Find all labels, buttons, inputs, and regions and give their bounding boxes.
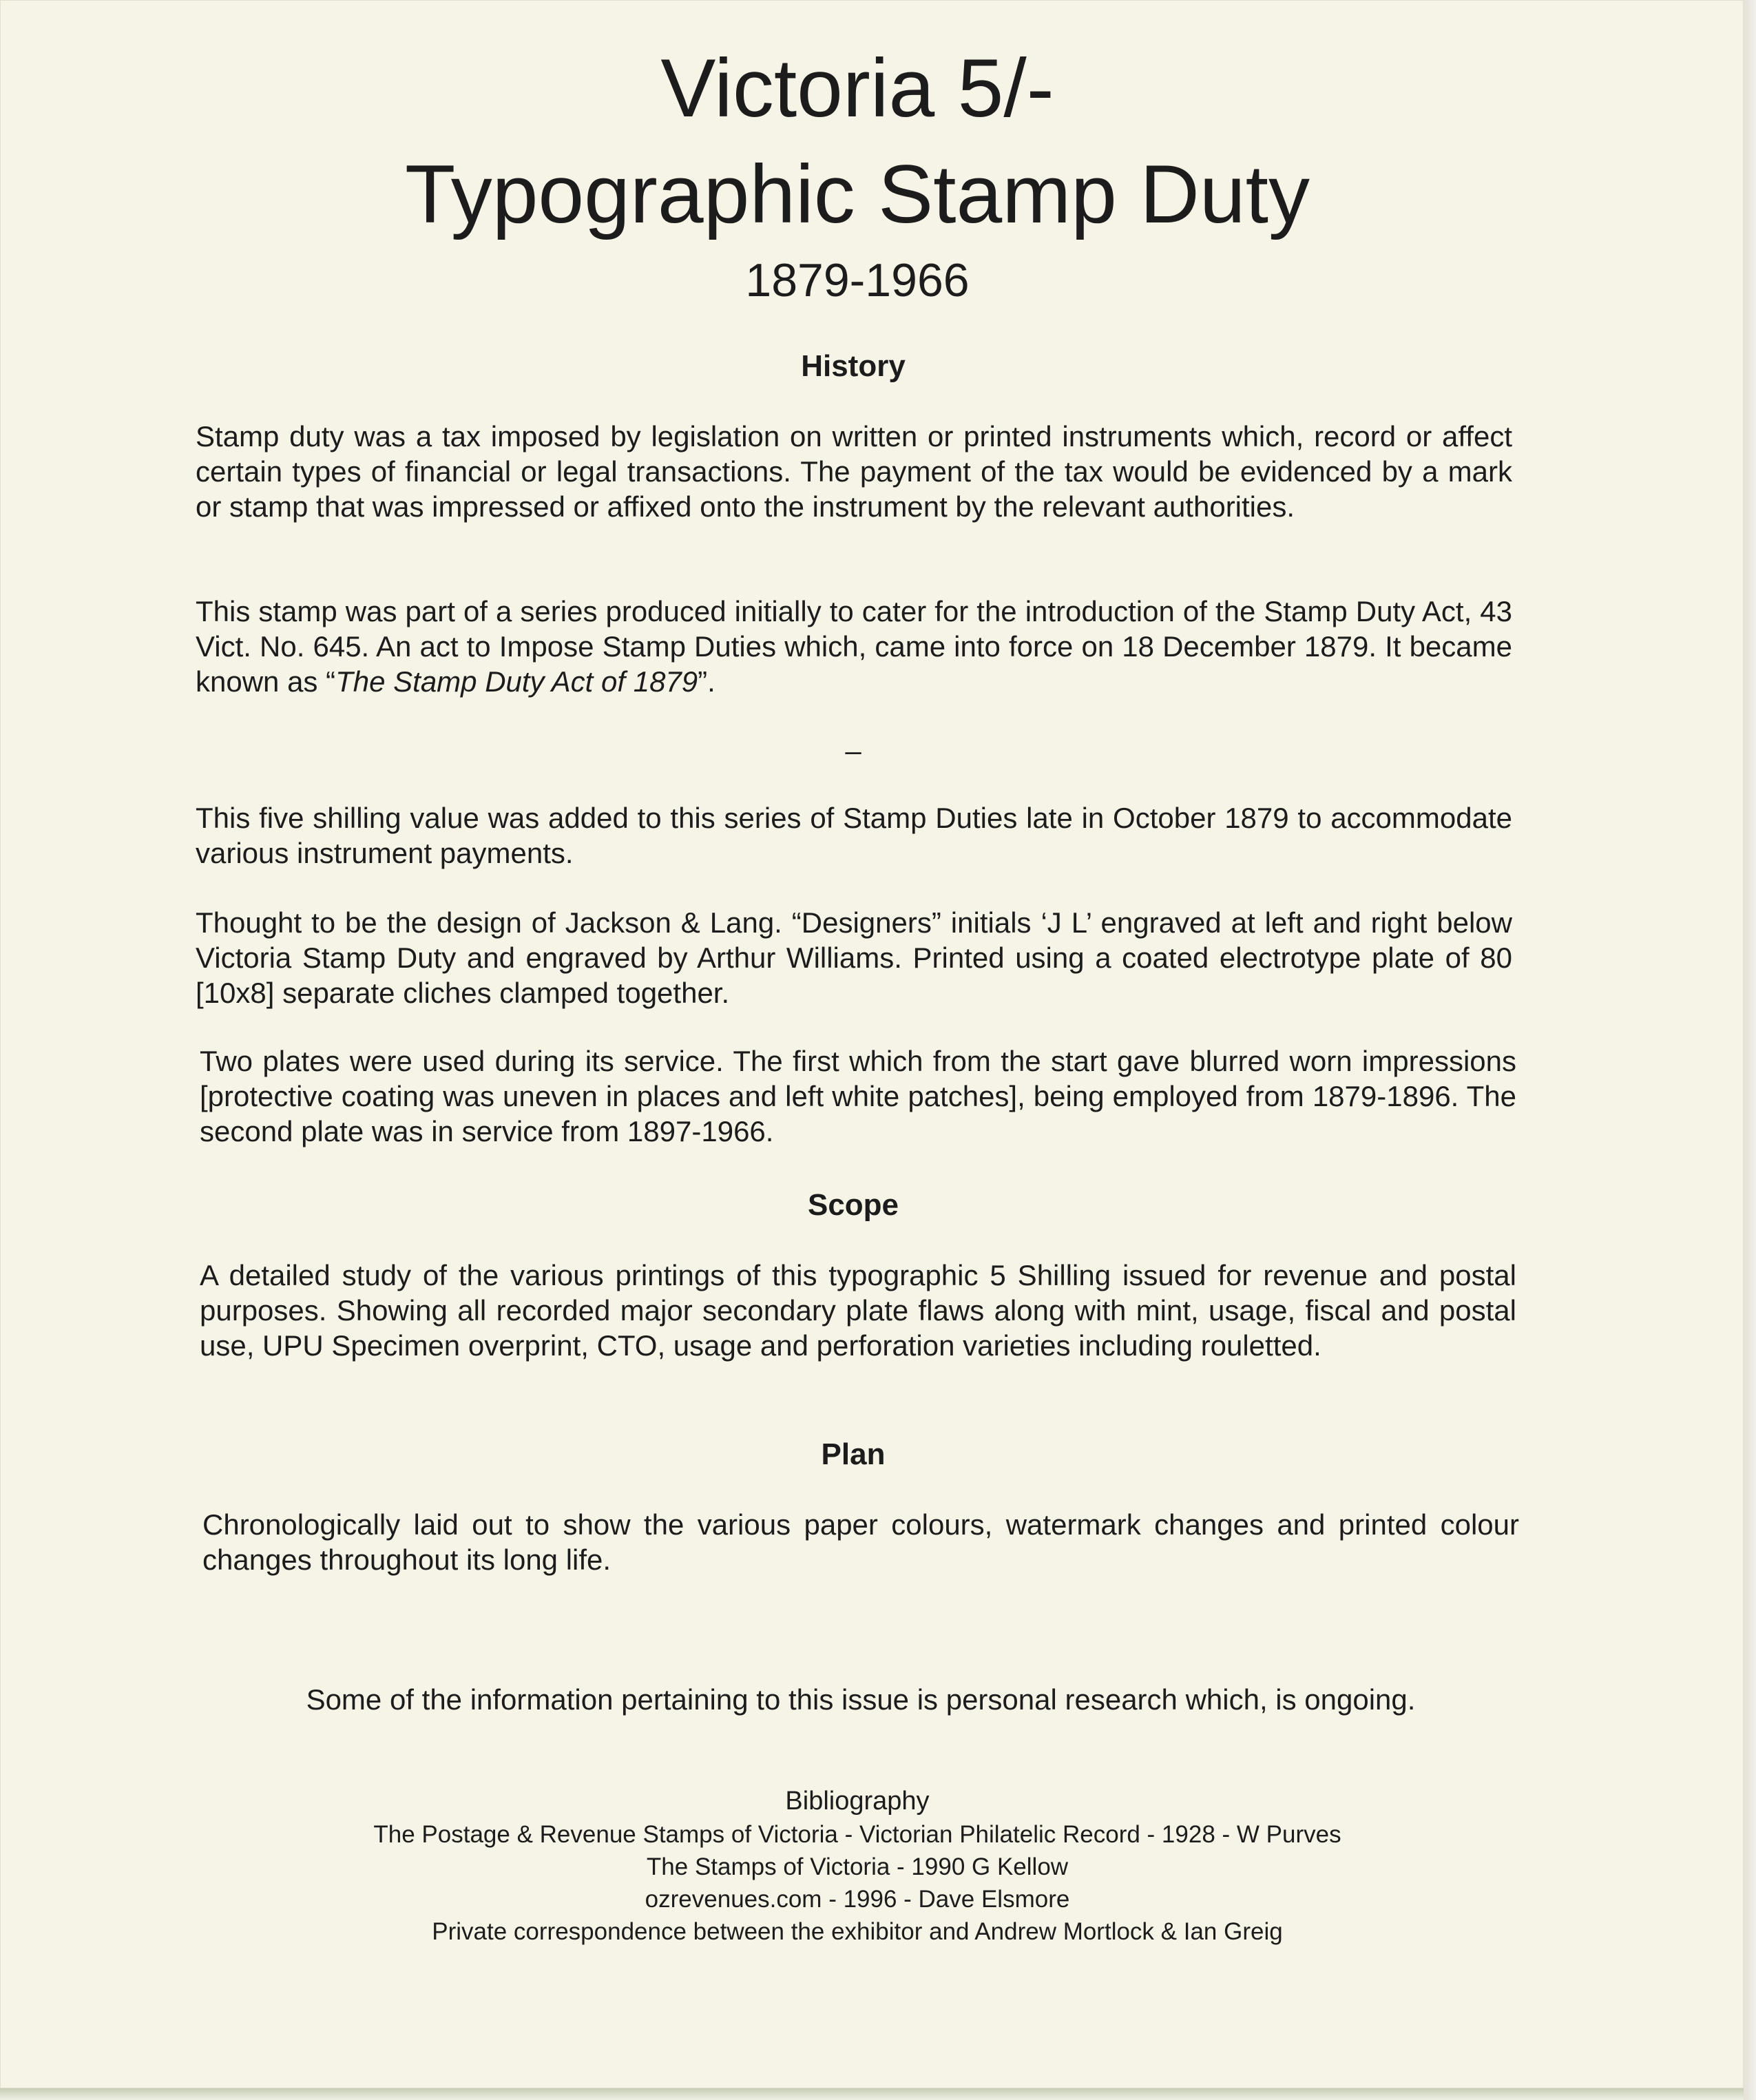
act-title: The Stamp Duty Act of 1879 [335, 665, 698, 698]
page-edge-right [1744, 0, 1756, 2100]
page-dates: 1879-1966 [745, 254, 970, 306]
bibliography [0, 1784, 1715, 1948]
history-paragraph-5: Two plates were used during its service. The first which from the start gave blurred worn impressions [protective coating was uneven in places and left white patches], being employed from 1879-1896. The second plate was in service from 1897-1966. [200, 1045, 1516, 1147]
history-paragraph-3: This five shilling value was added to this series of Stamp Duties late in October 1879 to accommodate various instrument payments. [196, 802, 1512, 869]
research-note: Some of the information pertaining to this issue is personal research which, is ongoing. [306, 1683, 1416, 1716]
history-paragraph-4: Thought to be the design of Jackson & Lang. “Designers” initials ‘J L’ engraved at left and right below Victoria Stamp Duty and engraved by Arthur Williams. Printed using a coated electrotype plate of 80 [10x8] separate cliches clamped together. [196, 906, 1512, 1009]
page-edge-bottom [0, 2088, 1744, 2100]
page-title-line-1: Victoria 5/- [660, 42, 1054, 134]
bibliography-item: Private correspondence between the exhibitor and Andrew Mortlock & Ian Greig [432, 1918, 1283, 1945]
plan-paragraph: Chronologically laid out to show the various paper colours, watermark changes and printed colour changes throughout its long life. [202, 1508, 1519, 1576]
bibliography-item: The Postage & Revenue Stamps of Victoria - Victorian Philatelic Record - 1928 - W Purves [373, 1821, 1341, 1848]
bibliography-heading: Bibliography [785, 1787, 930, 1816]
bibliography-item: The Stamps of Victoria - 1990 G Kellow [646, 1853, 1069, 1880]
history-paragraph-2-end: ”. [698, 665, 715, 698]
bibliography-item: ozrevenues.com - 1996 - Dave Elsmore [645, 1886, 1070, 1913]
history-paragraph-2-text: This stamp was part of a series produced initially to cater for the introduction of the Stamp Duty Act, 43 Vict. No. 645. An act to Impose Stamp Duties which, came into force on 18 December 1879. It became known as “ [196, 595, 1512, 698]
scope-paragraph: A detailed study of the various printings of this typographic 5 Shilling issued for revenue and postal purposes. Showing all recorded major secondary plate flaws along with mint, usage, fiscal and postal use, UPU Specimen overprint, CTO, usage and perforation varieties including rouletted. [200, 1259, 1516, 1362]
page-title-line-2: Typographic Stamp Duty [405, 148, 1310, 240]
history-paragraph-1: Stamp duty was a tax imposed by legislation on written or printed instruments which, record or affect certain types of financial or legal transactions. The payment of the tax would be evidenced by a mark or stamp that was impressed or affixed onto the instrument by the relevant authorities. [196, 420, 1512, 523]
history-heading: History [801, 349, 906, 383]
history-paragraph-2 [196, 594, 1512, 699]
section-divider: – [845, 734, 861, 767]
scope-heading: Scope [807, 1188, 899, 1222]
plan-heading: Plan [821, 1437, 886, 1471]
